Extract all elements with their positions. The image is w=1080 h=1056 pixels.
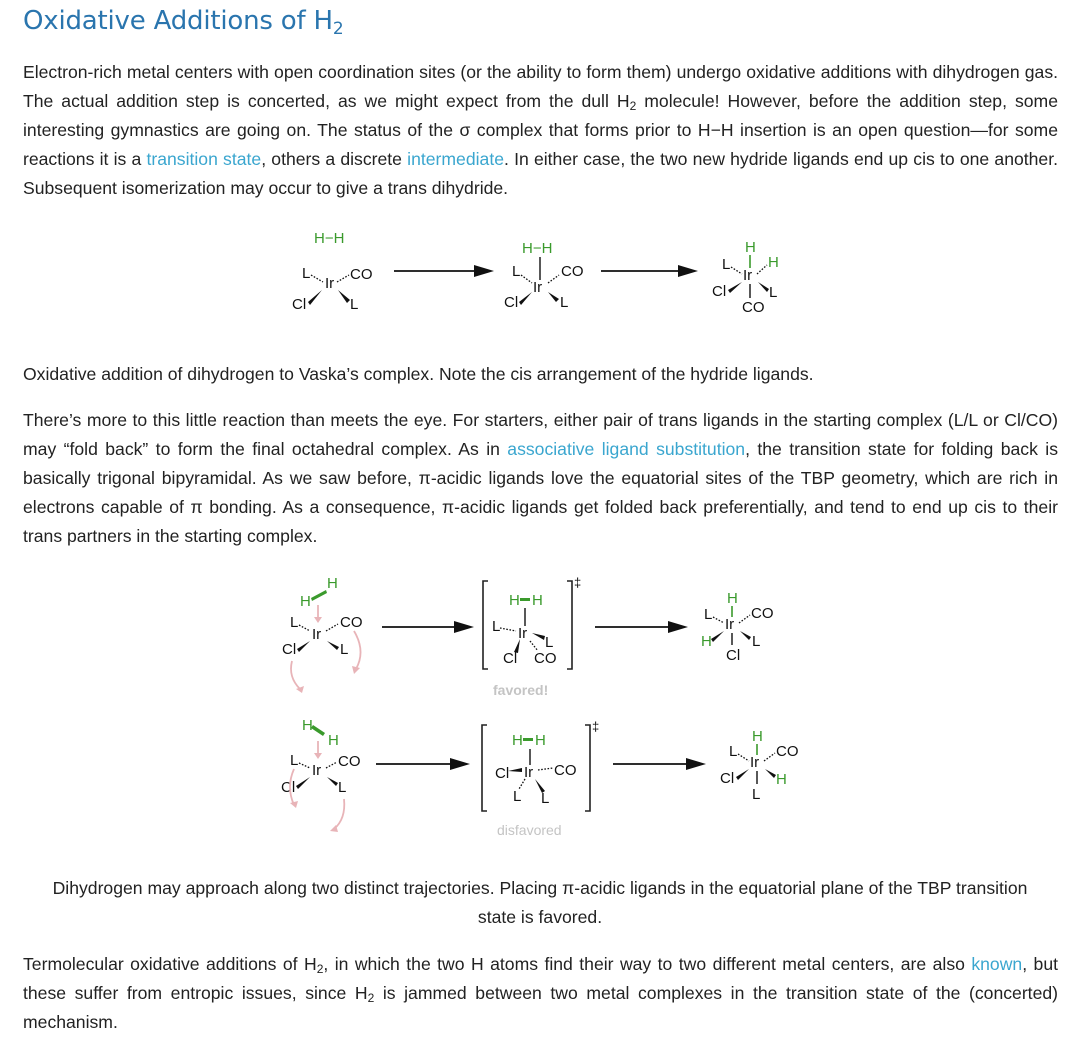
co-label: CO: [350, 266, 373, 283]
hydride-label: H: [535, 732, 546, 749]
link-transition-state[interactable]: transition state: [146, 149, 262, 169]
ligand-l-label: L: [512, 263, 521, 280]
ligand-l-label: L: [541, 790, 550, 807]
disfavored-label: disfavored: [497, 822, 562, 838]
hydride-label: H: [327, 575, 338, 592]
favored-label: favored!: [493, 682, 549, 698]
iridium-label: Ir: [725, 616, 735, 633]
text: There’s more to this little reaction than meets the eye. For starters, either pair of trans ligands in the starting complex (L/L or Cl/CO) may “fold back” to form the final octahedral complex. As in: [23, 410, 1058, 459]
iridium-label: Ir: [750, 754, 760, 771]
arrowhead: [450, 758, 470, 770]
cl-label: Cl: [504, 294, 519, 311]
hydride-label: H: [509, 592, 520, 609]
ligand-l-label: L: [290, 614, 299, 631]
ligand-l-label: L: [729, 743, 738, 760]
arrowhead: [668, 621, 688, 633]
co-label: CO: [776, 743, 799, 760]
text: . In either case, the two new hydride ligands end up cis to one another. Subsequent isomerization may occur to give a trans dihydride.: [23, 149, 1058, 198]
double-dagger: ‡: [574, 575, 582, 590]
co-label: CO: [561, 263, 584, 280]
page-title-subscript: 2: [332, 19, 344, 39]
page-title-text: Oxidative Additions of H: [23, 6, 333, 36]
subscript: 2: [629, 99, 637, 113]
figure-caption-2: Dihydrogen may approach along two distinct trajectories. Placing π-acidic ligands in the equatorial plane of the TBP transition state is favored.: [52, 878, 1028, 927]
ligand-l-label: L: [513, 788, 522, 805]
link-associative-ligand-substitution[interactable]: associative ligand substitution: [507, 439, 746, 459]
ligand-l-label: L: [722, 256, 731, 273]
ligand-l-label: L: [338, 779, 347, 796]
text: , others a discrete: [261, 149, 408, 169]
hydride-label: H: [300, 593, 311, 610]
vaska-complex-start: [292, 230, 373, 313]
cl-label: Cl: [281, 779, 296, 796]
cl-label: Cl: [292, 296, 307, 313]
hydride-label: H: [752, 728, 763, 745]
ligand-l-label: L: [545, 634, 554, 651]
ligand-l-label: L: [350, 296, 359, 313]
paragraph-termolecular: [23, 950, 1058, 1037]
reaction-scheme-trajectories: [0, 565, 1080, 845]
arrowhead: [686, 758, 706, 770]
iridium-label: Ir: [518, 625, 528, 642]
hydride-label: H: [532, 592, 543, 609]
reaction-scheme-vaska: [0, 220, 1080, 320]
cl-label: Cl: [495, 765, 510, 782]
start-complex-disfavored: [281, 717, 361, 832]
iridium-label: Ir: [743, 267, 753, 284]
iridium-label: Ir: [325, 275, 335, 292]
iridium-label: Ir: [524, 764, 534, 781]
dihydrogen-label: H−H: [522, 240, 553, 257]
arrowhead: [474, 265, 494, 277]
ligand-l-label: L: [752, 633, 761, 650]
arrowhead: [678, 265, 698, 277]
ligand-l-label: L: [769, 284, 778, 301]
iridium-label: Ir: [312, 626, 322, 643]
hydride-label: H: [328, 732, 339, 749]
hydride-label: H: [745, 239, 756, 256]
text: , in which the two H atoms find their way to two different metal centers, are also: [323, 954, 972, 974]
cl-label: Cl: [726, 647, 741, 664]
text: , the transition state for folding back is basically trigonal bipyramidal. As we saw before, π-acidic ligands love the equatorial sites of the TBP geometry, which are rich in electrons capable of π bonding. As a consequence, π-acidic ligands get folded back preferentially, and tend to end up cis to their trans partners in the starting complex.: [23, 439, 1059, 546]
co-label: CO: [340, 614, 363, 631]
text: molecule! However, before the addition step, some interesting gymnastics are going on. The status of the σ complex that forms prior to H−H insertion is an open question—for some reactions it is a: [23, 91, 1058, 169]
product-favored: [701, 590, 774, 664]
sigma-complex: [504, 240, 584, 311]
cl-label: Cl: [282, 641, 297, 658]
cl-label: Cl: [503, 650, 518, 667]
double-dagger: ‡: [592, 719, 600, 734]
iridium-label: Ir: [312, 762, 322, 779]
co-label: CO: [338, 753, 361, 770]
subscript: 2: [367, 991, 375, 1005]
cl-label: Cl: [720, 770, 735, 787]
paragraph-fold-back: [23, 406, 1058, 551]
hydride-label: H: [512, 732, 523, 749]
text: Termolecular oxidative additions of H: [23, 954, 317, 974]
co-label: CO: [554, 762, 577, 779]
transition-state-favored: [483, 575, 581, 698]
cl-label: Cl: [712, 283, 727, 300]
dihydrogen-label: H−H: [314, 230, 345, 247]
co-label: CO: [751, 605, 774, 622]
ligand-l-label: L: [290, 752, 299, 769]
ligand-l-label: L: [704, 606, 713, 623]
text: Electron-rich metal centers with open coordination sites (or the ability to form them) undergo oxidative additions with dihydrogen gas. The actual addition step is concerted, as we might expect from the dull H: [23, 62, 1058, 111]
subscript: 2: [316, 962, 324, 976]
co-label: CO: [742, 299, 765, 316]
transition-state-disfavored: [482, 719, 599, 838]
link-intermediate[interactable]: intermediate: [407, 149, 504, 169]
figure-caption-1: Oxidative addition of dihydrogen to Vaska’s complex. Note the cis arrangement of the hydride ligands.: [23, 364, 814, 384]
co-label: CO: [534, 650, 557, 667]
cis-dihydride-product: [712, 239, 779, 316]
text: is jammed between two metal complexes in the transition state of the (concerted) mechanism.: [23, 983, 1058, 1032]
ligand-l-label: L: [492, 618, 501, 635]
product-disfavored: [720, 728, 799, 803]
iridium-label: Ir: [533, 279, 543, 296]
arrowhead: [454, 621, 474, 633]
ligand-l-label: L: [560, 294, 569, 311]
hydride-label: H: [768, 254, 779, 271]
ligand-l-label: L: [340, 641, 349, 658]
ligand-l-label: L: [752, 786, 761, 803]
hydride-label: H: [302, 717, 313, 734]
hydride-label: H: [701, 633, 712, 650]
hydride-label: H: [776, 771, 787, 788]
paragraph-intro: [23, 58, 1058, 203]
ligand-l-label: L: [302, 265, 311, 282]
text: , but these suffer from entropic issues, since H: [23, 954, 1058, 1003]
page-title: [23, 6, 343, 39]
start-complex-favored: [282, 575, 363, 693]
hydride-label: H: [727, 590, 738, 607]
link-known[interactable]: known: [971, 954, 1023, 974]
